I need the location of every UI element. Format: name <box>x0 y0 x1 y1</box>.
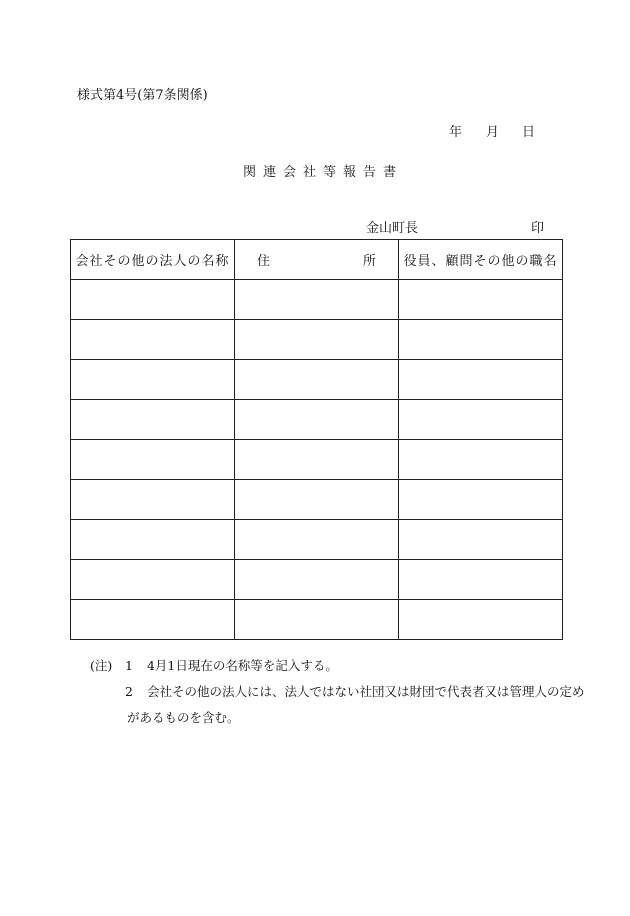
company-name-cell[interactable] <box>71 440 235 480</box>
table-body <box>71 280 563 640</box>
position-cell[interactable] <box>399 360 563 400</box>
date-year-label: 年 <box>449 125 463 140</box>
company-name-cell[interactable] <box>71 280 235 320</box>
report-table <box>70 239 563 640</box>
table-row <box>71 600 563 640</box>
table-row <box>71 320 563 360</box>
table-header-row <box>71 240 563 280</box>
address-header-part-2: 所 <box>362 254 376 269</box>
company-name-cell[interactable] <box>71 360 235 400</box>
company-name-cell[interactable] <box>71 600 235 640</box>
position-cell[interactable] <box>399 600 563 640</box>
address-cell[interactable] <box>235 600 399 640</box>
date-day-label: 日 <box>522 125 536 140</box>
position-cell[interactable] <box>399 440 563 480</box>
position-cell[interactable] <box>399 560 563 600</box>
table-row <box>71 520 563 560</box>
column-header-address <box>235 240 399 280</box>
table-row <box>71 360 563 400</box>
document-title: 関連会社等報告書 <box>243 165 404 180</box>
table-row <box>71 400 563 440</box>
notes-prefix: (注) <box>90 658 113 673</box>
position-cell[interactable] <box>399 400 563 440</box>
column-header-company-name: 会社その他の法人の名称 <box>71 240 235 280</box>
form-number: 様式第4号(第7条関係) <box>77 88 208 103</box>
note-item-1 <box>90 653 584 679</box>
company-name-cell[interactable] <box>71 560 235 600</box>
address-cell[interactable] <box>235 400 399 440</box>
note-number-2: 2 <box>124 684 133 699</box>
table-row <box>71 440 563 480</box>
address-cell[interactable] <box>235 440 399 480</box>
table-row <box>71 480 563 520</box>
note-text-2: 会社その他の法人には、法人ではない社団又は財団で代表者又は管理人の定め <box>146 684 585 699</box>
note-text-1: 4月1日現在の名称等を記入する。 <box>146 658 338 673</box>
address-cell[interactable] <box>235 560 399 600</box>
date-month-label: 月 <box>486 125 500 140</box>
address-cell[interactable] <box>235 480 399 520</box>
note-item-2-continuation: があるものを含む。 <box>127 710 240 725</box>
notes-section <box>90 653 584 731</box>
position-cell[interactable] <box>399 320 563 360</box>
address-cell[interactable] <box>235 320 399 360</box>
address-cell[interactable] <box>235 360 399 400</box>
company-name-cell[interactable] <box>71 400 235 440</box>
address-cell[interactable] <box>235 520 399 560</box>
address-header-part-1: 住 <box>257 254 271 269</box>
recipient: 金山町長 <box>366 221 419 236</box>
seal-label: 印 <box>531 221 545 236</box>
table-row <box>71 280 563 320</box>
position-cell[interactable] <box>399 520 563 560</box>
position-cell[interactable] <box>399 480 563 520</box>
position-cell[interactable] <box>399 280 563 320</box>
company-name-cell[interactable] <box>71 320 235 360</box>
note-item-2 <box>90 679 584 705</box>
company-name-cell[interactable] <box>71 480 235 520</box>
address-cell[interactable] <box>235 280 399 320</box>
column-header-position: 役員、顧問その他の職名 <box>399 240 563 280</box>
company-name-cell[interactable] <box>71 520 235 560</box>
table-row <box>71 560 563 600</box>
note-number-1: 1 <box>124 658 133 673</box>
